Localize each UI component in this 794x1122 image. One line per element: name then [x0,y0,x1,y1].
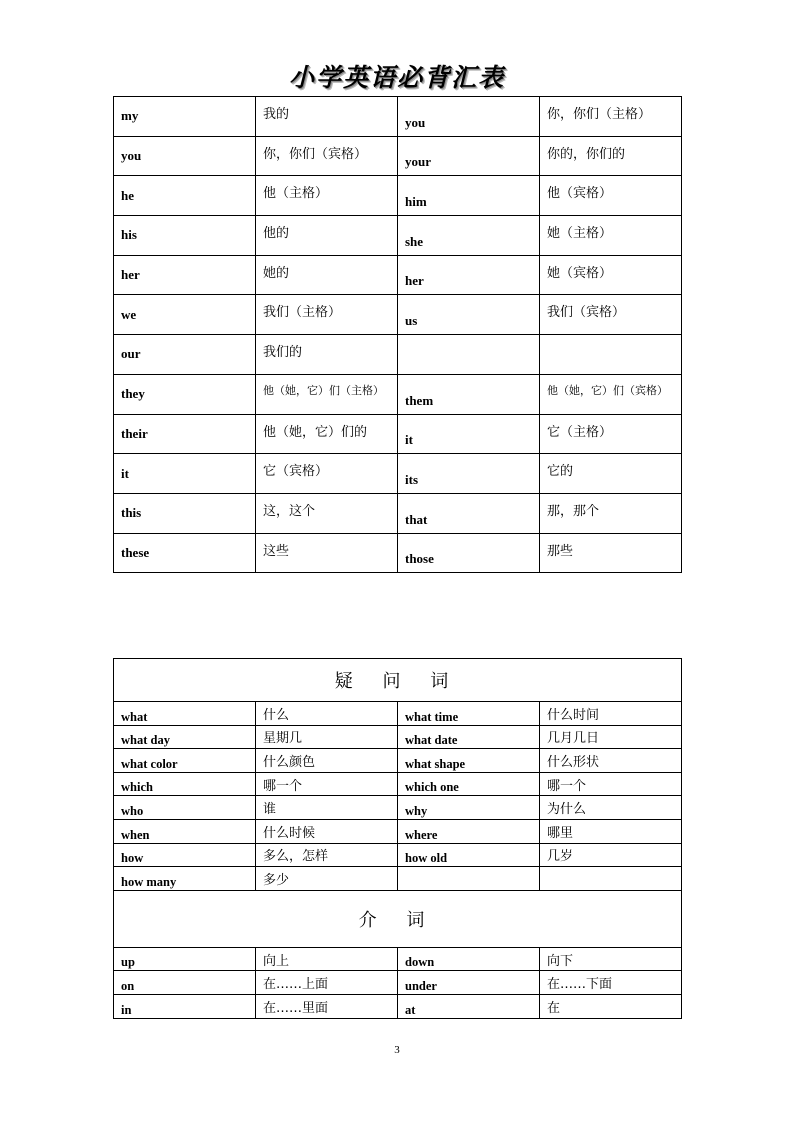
table-row [114,255,682,295]
table-row [114,749,682,773]
table-row [114,295,682,335]
english-word-cell: these [114,533,256,573]
english-word-cell: you [398,97,540,137]
english-word-cell: when [114,819,256,843]
chinese-meaning-cell: 向上 [256,947,398,971]
chinese-meaning-cell: 什么 [256,702,398,726]
table-row [114,335,682,375]
english-word-cell: she [398,216,540,256]
pronoun-table [113,96,682,573]
english-word-cell [398,335,540,375]
chinese-meaning-cell: 谁 [256,796,398,820]
table-row [114,994,682,1018]
english-word-cell: what day [114,725,256,749]
table-row [114,493,682,533]
table-row [114,725,682,749]
chinese-meaning-cell: 在……下面 [540,971,682,995]
chinese-meaning-cell [540,867,682,891]
english-word-cell: what shape [398,749,540,773]
english-word-cell: my [114,97,256,137]
table-row [114,136,682,176]
chinese-meaning-cell: 她（主格） [540,216,682,256]
chinese-meaning-cell: 这些 [256,533,398,573]
chinese-meaning-cell: 那些 [540,533,682,573]
table-row [114,796,682,820]
english-word-cell: at [398,994,540,1018]
english-word-cell: us [398,295,540,335]
chinese-meaning-cell: 我们（主格） [256,295,398,335]
english-word-cell: your [398,136,540,176]
chinese-meaning-cell: 他（她，它）们（宾格） [540,374,682,414]
english-word-cell: what date [398,725,540,749]
chinese-meaning-cell: 哪里 [540,819,682,843]
chinese-meaning-cell: 向下 [540,947,682,971]
prepositions-heading: 介 词 [114,890,682,947]
chinese-meaning-cell: 什么颜色 [256,749,398,773]
question-words-heading: 疑 问 词 [114,659,682,702]
chinese-meaning-cell: 他（主格） [256,176,398,216]
chinese-meaning-cell: 它（宾格） [256,454,398,494]
table-row [114,97,682,137]
table-row [114,216,682,256]
page-number: 3 [394,1044,400,1056]
chinese-meaning-cell: 他（宾格） [540,176,682,216]
english-word-cell: this [114,493,256,533]
chinese-meaning-cell: 她的 [256,255,398,295]
english-word-cell: up [114,947,256,971]
chinese-meaning-cell: 多少 [256,867,398,891]
english-word-cell: he [114,176,256,216]
english-word-cell: what [114,702,256,726]
chinese-meaning-cell: 几月几日 [540,725,682,749]
english-word-cell: it [114,454,256,494]
english-word-cell: who [114,796,256,820]
english-word-cell: its [398,454,540,494]
table-row [114,843,682,867]
english-word-cell: him [398,176,540,216]
english-word-cell [398,867,540,891]
english-word-cell: them [398,374,540,414]
chinese-meaning-cell: 那，那个 [540,493,682,533]
chinese-meaning-cell: 你的，你们的 [540,136,682,176]
chinese-meaning-cell: 我们的 [256,335,398,375]
table-row [114,176,682,216]
chinese-meaning-cell: 我们（宾格） [540,295,682,335]
chinese-meaning-cell: 我的 [256,97,398,137]
chinese-meaning-cell: 在……上面 [256,971,398,995]
chinese-meaning-cell: 哪一个 [256,772,398,796]
page-title: 小学英语必背汇表 [288,63,505,92]
english-word-cell: where [398,819,540,843]
chinese-meaning-cell: 什么形状 [540,749,682,773]
chinese-meaning-cell: 它（主格） [540,414,682,454]
table-row [114,533,682,573]
english-word-cell: you [114,136,256,176]
table-row [114,454,682,494]
english-word-cell: what time [398,702,540,726]
chinese-meaning-cell: 他的 [256,216,398,256]
chinese-meaning-cell: 什么时候 [256,819,398,843]
english-word-cell: why [398,796,540,820]
english-word-cell: our [114,335,256,375]
table-row [114,947,682,971]
table-row [114,867,682,891]
chinese-meaning-cell: 星期几 [256,725,398,749]
english-word-cell: we [114,295,256,335]
english-word-cell: those [398,533,540,573]
chinese-meaning-cell: 多么，怎样 [256,843,398,867]
english-word-cell: which [114,772,256,796]
table-row [114,702,682,726]
chinese-meaning-cell: 几岁 [540,843,682,867]
chinese-meaning-cell: 你，你们（主格） [540,97,682,137]
english-word-cell: how many [114,867,256,891]
vocabulary-table [113,658,682,1019]
english-word-cell: his [114,216,256,256]
chinese-meaning-cell: 你，你们（宾格） [256,136,398,176]
english-word-cell: it [398,414,540,454]
table-row [114,772,682,796]
english-word-cell: how old [398,843,540,867]
table-row [114,374,682,414]
english-word-cell: that [398,493,540,533]
table-row [114,971,682,995]
english-word-cell: on [114,971,256,995]
chinese-meaning-cell: 在 [540,994,682,1018]
chinese-meaning-cell: 在……里面 [256,994,398,1018]
chinese-meaning-cell: 这，这个 [256,493,398,533]
english-word-cell: under [398,971,540,995]
english-word-cell: what color [114,749,256,773]
english-word-cell: down [398,947,540,971]
english-word-cell: which one [398,772,540,796]
chinese-meaning-cell: 它的 [540,454,682,494]
chinese-meaning-cell: 他（她，它）们的 [256,414,398,454]
english-word-cell: they [114,374,256,414]
english-word-cell: her [398,255,540,295]
chinese-meaning-cell: 哪一个 [540,772,682,796]
chinese-meaning-cell: 为什么 [540,796,682,820]
table-row [114,414,682,454]
english-word-cell: how [114,843,256,867]
chinese-meaning-cell: 什么时间 [540,702,682,726]
english-word-cell: her [114,255,256,295]
english-word-cell: their [114,414,256,454]
chinese-meaning-cell [540,335,682,375]
table-row [114,819,682,843]
english-word-cell: in [114,994,256,1018]
chinese-meaning-cell: 他（她，它）们（主格） [256,374,398,414]
chinese-meaning-cell: 她（宾格） [540,255,682,295]
